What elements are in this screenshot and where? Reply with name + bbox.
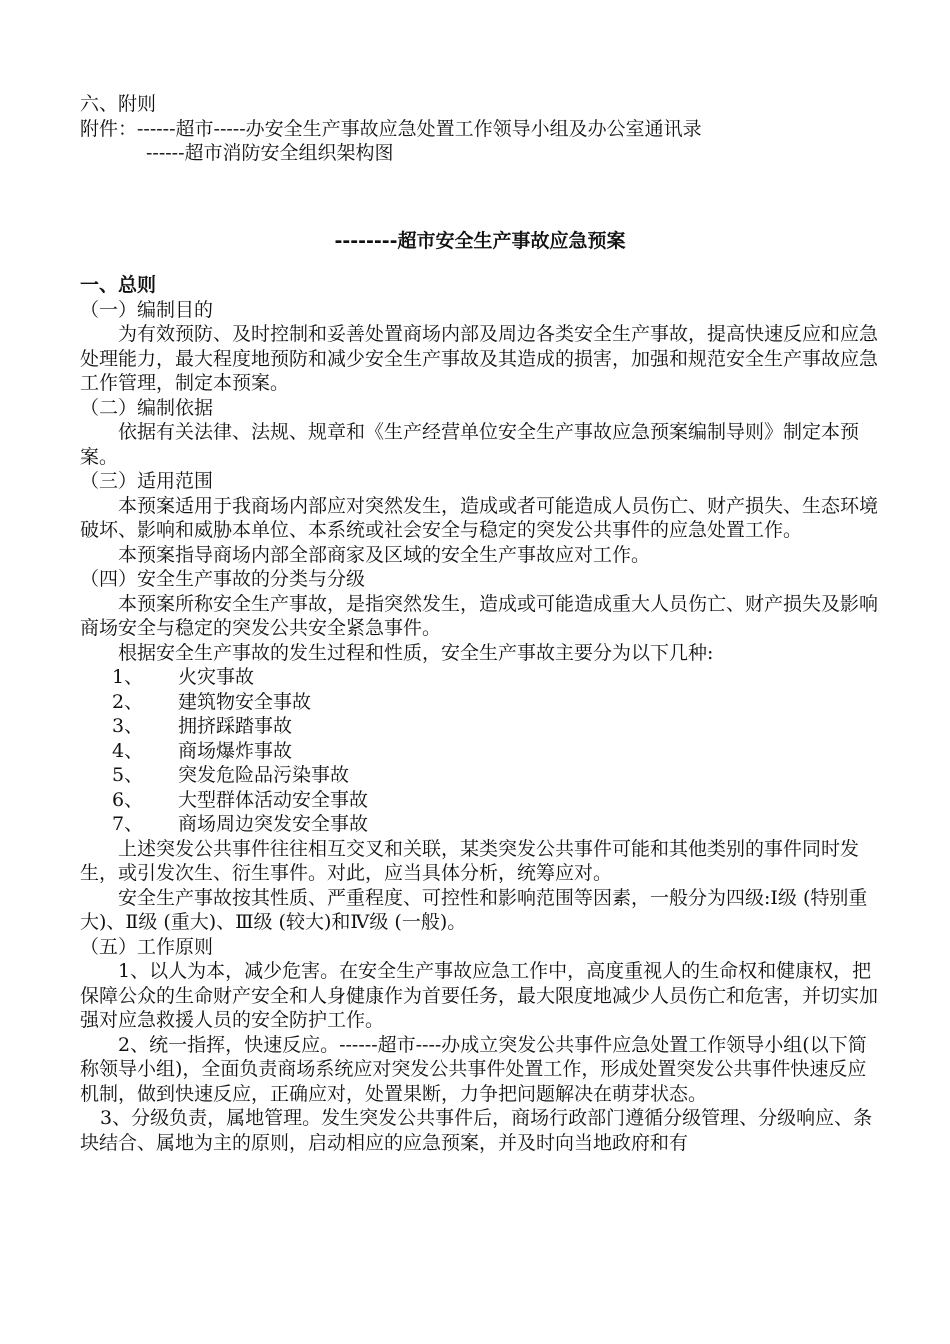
list-item-number: 4、	[112, 739, 144, 762]
paragraph-classification-4: 安全生产事故按其性质、严重程度、可控性和影响范围等因素，一般分为四级:Ⅰ级 (特别重大)、Ⅱ级 (重大)、Ⅲ级 (较大)和Ⅳ级 (一般)。	[80, 886, 868, 933]
list-item-number: 5、	[112, 764, 144, 786]
accident-type-list	[80, 665, 880, 837]
attachment-line-2: ------超市消防安全组织架构图	[146, 142, 394, 164]
list-item-text: 商场周边突发安全事故	[178, 813, 369, 835]
paragraph-classification-2: 根据安全生产事故的发生过程和性质，安全生产事故主要分为以下几种:	[118, 641, 714, 664]
list-item-text: 建筑物安全事故	[178, 690, 312, 713]
attachment-line-1: 附件：------超市-----办安全生产事故应急处置工作领导小组及办公室通讯录	[80, 117, 702, 140]
list-item	[80, 788, 880, 813]
list-item-number: 6、	[112, 788, 144, 811]
list-item-text: 突发危险品污染事故	[178, 764, 350, 786]
list-item	[80, 739, 880, 764]
document-title: --------超市安全生产事故应急预案	[334, 229, 626, 252]
list-item-text: 商场爆炸事故	[178, 739, 293, 762]
paragraph-principle-3: 3、分级负责，属地管理。发生突发公共事件后，商场行政部门遵循分级管理、分级响应、条块结合、属地为主的原则，启动相应的应急预案，并及时向当地政府和有	[80, 1107, 873, 1154]
paragraph-classification-1: 本预案所称安全生产事故，是指突然发生，造成或可能造成重大人员伤亡、财产损失及影响商场安全与稳定的突发公共安全紧急事件。	[80, 592, 879, 639]
section-heading-general: 一、总则	[80, 274, 157, 296]
paragraph-purpose: 为有效预防、及时控制和妥善处置商场内部及周边各类安全生产事故，提高快速反应和应急处理能力，最大程度地预防和减少安全生产事故及其造成的损害，加强和规范安全生产事故应急工作管理，制定本预案。	[80, 323, 879, 394]
document-page	[80, 92, 880, 1155]
paragraph-basis: 依据有关法律、法规、规章和《生产经营单位安全生产事故应急预案编制导则》制定本预案。	[80, 421, 860, 468]
appendix-heading: 六、附则	[80, 93, 157, 115]
paragraph-scope-1: 本预案适用于我商场内部应对突然发生，造成或者可能造成人员伤亡、财产损失、生态环境破坏、影响和威胁本单位、本系统或社会安全与稳定的突发公共事件的应急处置工作。	[80, 494, 879, 541]
list-item-number: 2、	[112, 690, 144, 713]
list-item	[80, 714, 880, 739]
subsection-heading-classification: （四）安全生产事故的分类与分级	[80, 568, 366, 590]
subsection-heading-scope: （三）适用范围	[80, 470, 214, 492]
paragraph-principle-2: 2、统一指挥，快速反应。------超市----办成立突发公共事件应急处置工作领导小组(以下简称领导小组)，全面负责商场系统应对突发公共事件处置工作，形成处置突发公共事件快速反应机制，做到快速反应，正确应对，处置果断，力争把问题解决在萌芽状态。	[80, 1033, 867, 1105]
paragraph-principle-1: 1、以人为本，减少危害。在安全生产事故应急工作中，高度重视人的生命权和健康权，把保障公众的生命财产安全和人身健康作为首要任务，最大限度地减少人员伤亡和危害，并切实加强对应急救援人员的安全防护工作。	[80, 960, 879, 1031]
list-item-number: 1、	[112, 666, 144, 688]
subsection-heading-purpose: （一）编制目的	[80, 298, 214, 321]
list-item	[80, 665, 880, 690]
list-item	[80, 812, 880, 837]
list-item-number: 3、	[112, 715, 144, 737]
list-item-number: 7、	[112, 813, 144, 835]
list-item-text: 大型群体活动安全事故	[178, 788, 369, 811]
subsection-heading-principles: （五）工作原则	[80, 935, 214, 958]
list-item	[80, 690, 880, 715]
paragraph-classification-3: 上述突发公共事件往往相互交叉和关联，某类突发公共事件可能和其他类别的事件同时发生，或引发次生、衍生事件。对此，应当具体分析，统筹应对。	[80, 837, 860, 884]
subsection-heading-basis: （二）编制依据	[80, 396, 214, 419]
list-item	[80, 763, 880, 788]
paragraph-scope-2: 本预案指导商场内部全部商家及区域的安全生产事故应对工作。	[118, 543, 651, 566]
list-item-text: 拥挤踩踏事故	[178, 715, 293, 737]
list-item-text: 火灾事故	[178, 666, 255, 688]
